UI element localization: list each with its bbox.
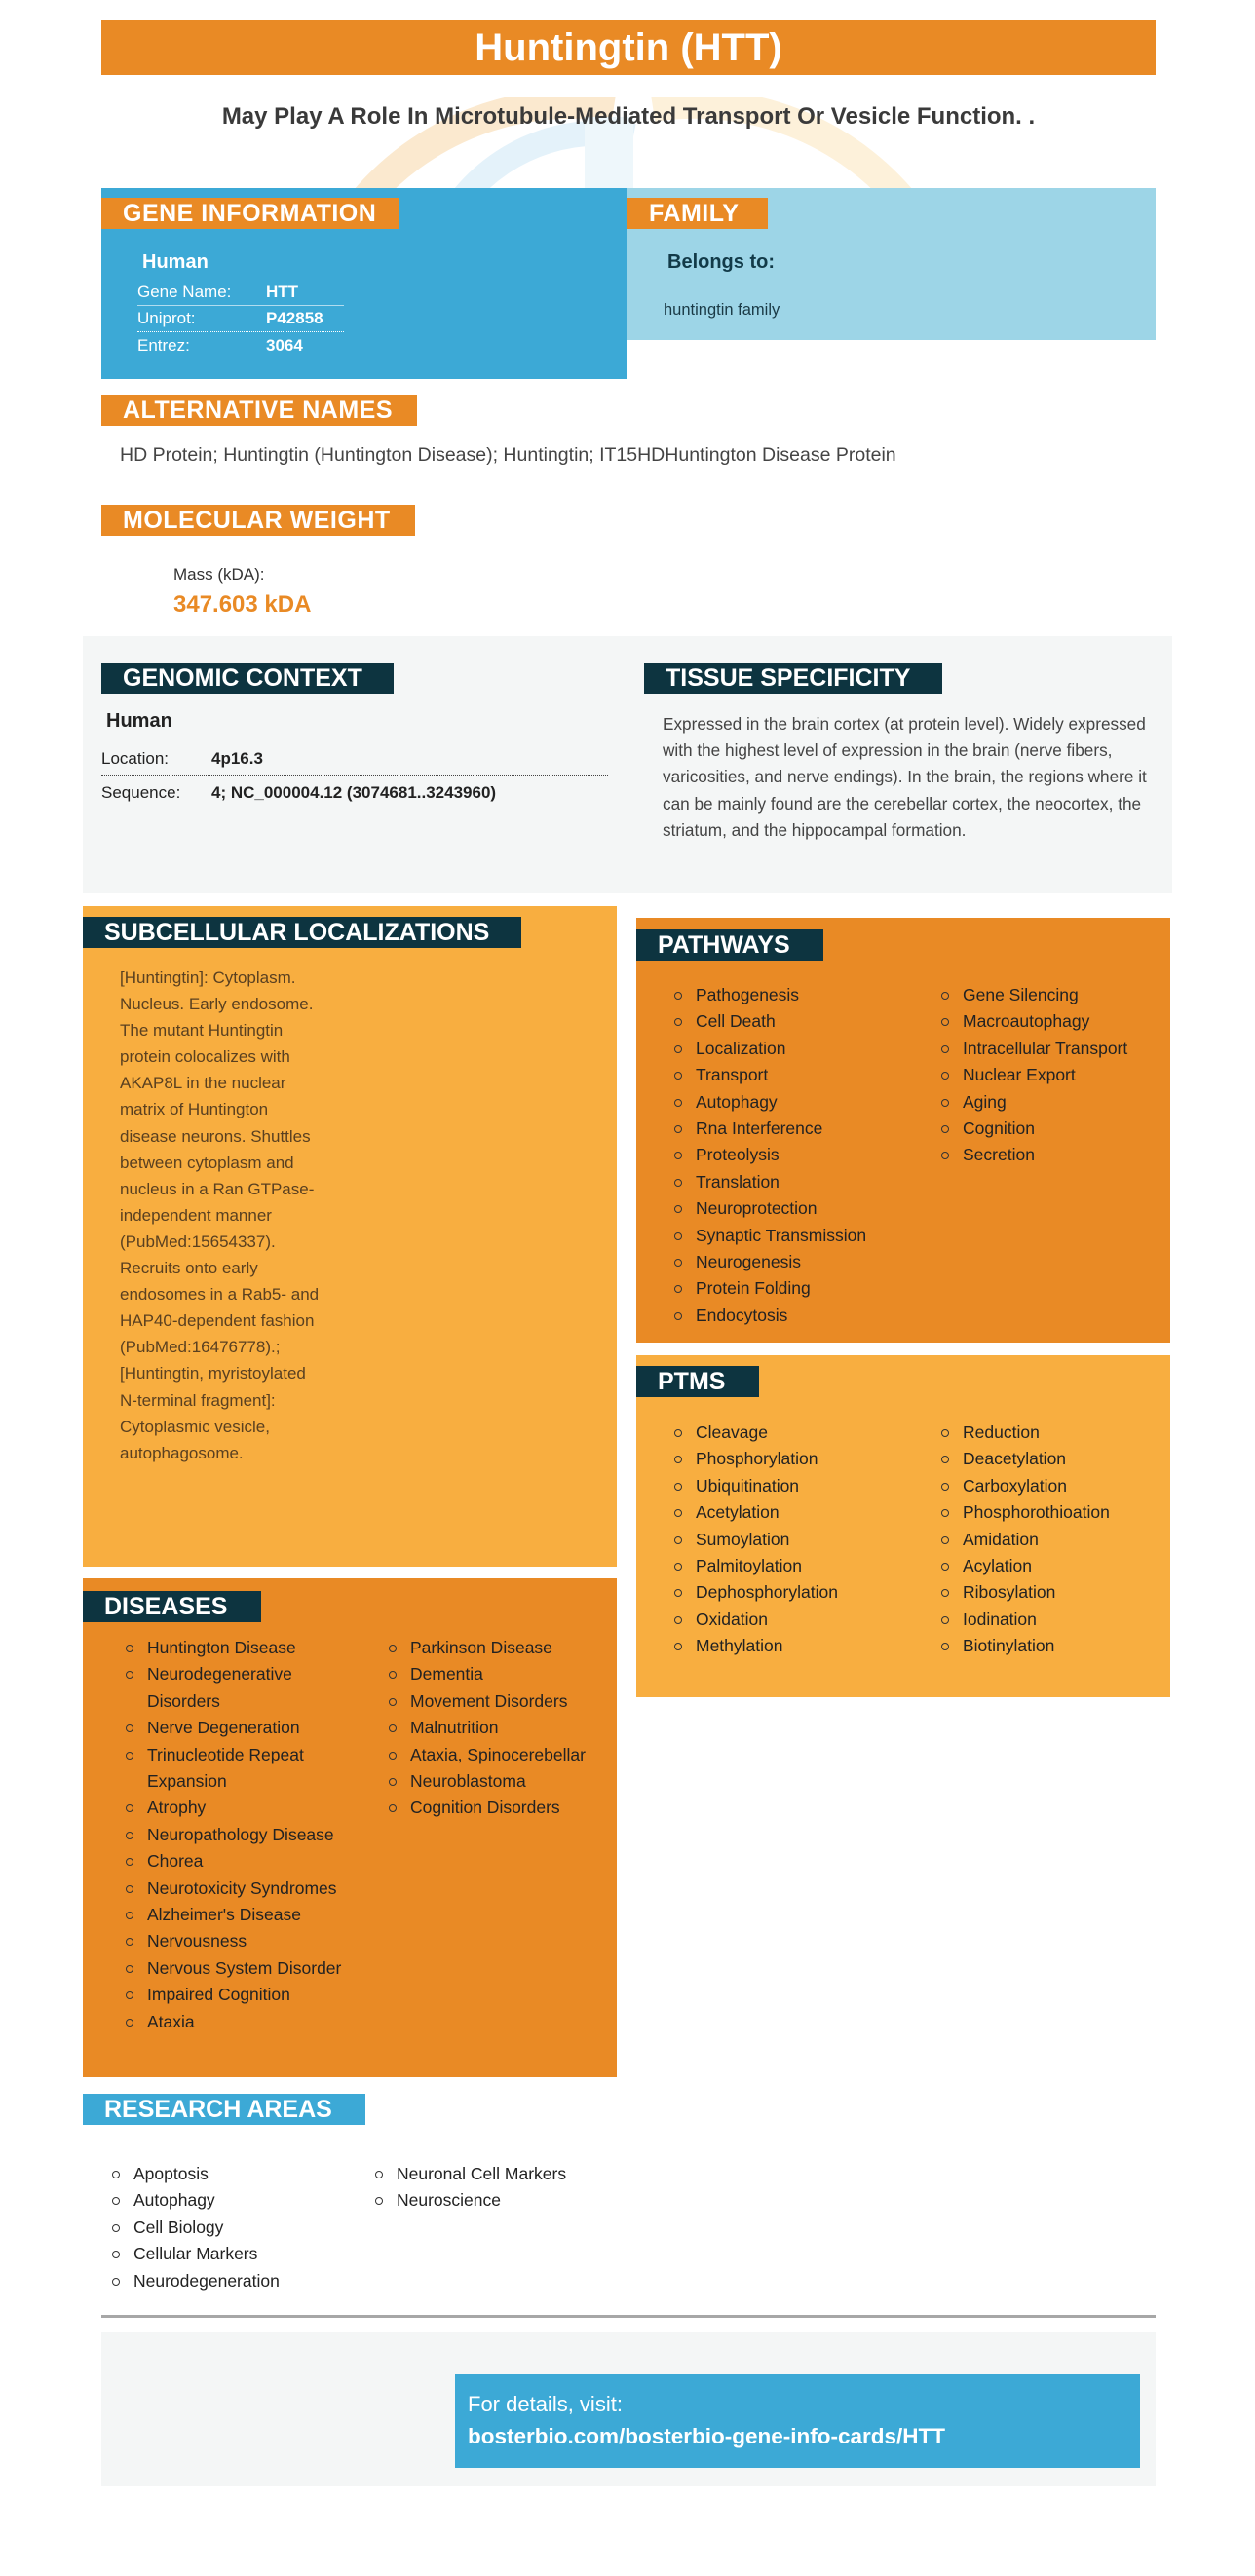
disease-item: Ataxia, Spinocerebellar <box>387 1742 611 1768</box>
pathway-item: Autophagy <box>672 1089 926 1116</box>
disease-item: Impaired Cognition <box>124 1982 358 2008</box>
disease-item: Alzheimer's Disease <box>124 1902 358 1928</box>
ptm-item: Sumoylation <box>672 1527 916 1553</box>
pathway-item: Endocytosis <box>672 1303 926 1329</box>
page-subtitle: May Play A Role In Microtubule-Mediated Transport Or Vesicle Function. . <box>221 103 1036 130</box>
molecular-weight-header: MOLECULAR WEIGHT <box>101 505 415 536</box>
pathway-item: Neurogenesis <box>672 1249 926 1275</box>
pathway-item: Secretion <box>939 1142 1163 1168</box>
subcellular-header: SUBCELLULAR LOCALIZATIONS <box>83 917 521 948</box>
pathways-list-col1 <box>672 982 926 1329</box>
alternative-names-text: HD Protein; Huntingtin (Huntington Disease); Huntingtin; IT15HDHuntington Disease Protein <box>120 444 896 466</box>
disease-item: Neurotoxicity Syndromes <box>124 1875 358 1902</box>
ptm-item: Phosphorylation <box>672 1446 916 1472</box>
mass-label: Mass (kDA): <box>173 565 265 584</box>
ptm-item: Carboxylation <box>939 1473 1163 1499</box>
pathway-item: Rna Interference <box>672 1116 926 1142</box>
research-area-item: Cellular Markers <box>110 2241 363 2267</box>
pathway-item: Nuclear Export <box>939 1062 1163 1088</box>
pathway-item: Localization <box>672 1036 926 1062</box>
pathway-item: Cell Death <box>672 1008 926 1035</box>
disease-item: Neuroblastoma <box>387 1768 611 1795</box>
pathway-item: Intracellular Transport <box>939 1036 1163 1062</box>
sequence-row: Sequence: 4; NC_000004.12 (3074681..3243960) <box>101 783 497 802</box>
tissue-specificity-header: TISSUE SPECIFICITY <box>644 663 942 694</box>
disease-item: Dementia <box>387 1661 611 1687</box>
ptm-item: Dephosphorylation <box>672 1579 916 1606</box>
pathway-item: Gene Silencing <box>939 982 1163 1008</box>
pathway-item: Macroautophagy <box>939 1008 1163 1035</box>
research-area-item: Apoptosis <box>110 2161 363 2187</box>
footer-divider <box>101 2315 1156 2318</box>
ptms-list-col1 <box>672 1420 916 1660</box>
pathway-item: Pathogenesis <box>672 982 926 1008</box>
pathway-item: Transport <box>672 1062 926 1088</box>
tissue-specificity-text: Expressed in the brain cortex (at protein level). Widely expressed with the highest level of expression in the brain (nerve fibers, varicosities, and nerve endings). In the brain, the regions where it can be mainly found are the cerebellar cortex, the neocortex, the striatum, and the hippocampal formation. <box>663 714 1147 840</box>
research-area-item: Neuroscience <box>373 2187 627 2214</box>
disease-item: Chorea <box>124 1848 358 1875</box>
disease-item: Parkinson Disease <box>387 1635 611 1661</box>
family-value: huntingtin family <box>664 301 780 319</box>
disease-item: Malnutrition <box>387 1715 611 1741</box>
pathway-item: Synaptic Transmission <box>672 1223 926 1249</box>
subcellular-text: [Huntingtin]: Cytoplasm. Nucleus. Early endosome. The mutant Huntingtin protein colocalizes with AKAP8L in the nuclear matrix of Huntington disease neurons. Shuttles between cytoplasm and nucleus in a Ran GTPase-independent manner (PubMed:15654337). Recruits onto early endosomes in a Rab5- and HAP40-dependent fashion (PubMed:16476778).; [Huntingtin, myristoylated N-terminal fragment]: Cytoplasmic vesicle, autophagosome. <box>120 968 320 1462</box>
disease-item: Ataxia <box>124 2009 358 2035</box>
pathways-list-col2 <box>939 982 1163 1169</box>
research-area-item: Neurodegeneration <box>110 2268 363 2294</box>
pathways-header: PATHWAYS <box>636 929 823 961</box>
ptm-item: Biotinylation <box>939 1633 1163 1659</box>
gene-species: Human <box>142 251 209 273</box>
ptm-item: Amidation <box>939 1527 1163 1553</box>
alternative-names-header: ALTERNATIVE NAMES <box>101 395 417 426</box>
disease-item: Nervous System Disorder <box>124 1955 358 1982</box>
ptm-item: Reduction <box>939 1420 1163 1446</box>
gene-name-row: Gene Name: HTT <box>137 283 344 306</box>
ptm-item: Phosphorothioation <box>939 1499 1163 1526</box>
disease-item: Movement Disorders <box>387 1688 611 1715</box>
ptms-header: PTMS <box>636 1366 759 1397</box>
diseases-list-col1 <box>124 1635 358 2035</box>
pathway-item: Neuroprotection <box>672 1195 926 1222</box>
disease-item: Neurodegenerative Disorders <box>124 1661 358 1715</box>
research-area-item: Autophagy <box>110 2187 363 2214</box>
pathway-item: Proteolysis <box>672 1142 926 1168</box>
genomic-context-header: GENOMIC CONTEXT <box>101 663 394 694</box>
disease-item: Atrophy <box>124 1795 358 1821</box>
research-areas-header: RESEARCH AREAS <box>83 2094 365 2125</box>
entrez-row: Entrez: 3064 <box>137 336 303 355</box>
gene-information-header: GENE INFORMATION <box>101 198 399 229</box>
footer-details-box[interactable] <box>455 2374 1140 2468</box>
pathway-item: Cognition <box>939 1116 1163 1142</box>
ptm-item: Cleavage <box>672 1420 916 1446</box>
uniprot-row: Uniprot: P42858 <box>137 309 344 332</box>
disease-item: Trinucleotide Repeat Expansion <box>124 1742 358 1796</box>
ptm-item: Deacetylation <box>939 1446 1163 1472</box>
ptm-item: Acetylation <box>672 1499 916 1526</box>
ptm-item: Palmitoylation <box>672 1553 916 1579</box>
diseases-list-col2 <box>387 1635 611 1822</box>
ptm-item: Ubiquitination <box>672 1473 916 1499</box>
mass-value: 347.603 kDA <box>173 591 312 618</box>
research-area-item: Neuronal Cell Markers <box>373 2161 627 2187</box>
pathway-item: Aging <box>939 1089 1163 1116</box>
family-belongs-label: Belongs to: <box>667 251 775 273</box>
disease-item: Nervousness <box>124 1928 358 1954</box>
pathway-item: Protein Folding <box>672 1275 926 1302</box>
disease-item: Cognition Disorders <box>387 1795 611 1821</box>
diseases-header: DISEASES <box>83 1591 261 1622</box>
footer-details-label: For details, visit: <box>468 2392 623 2416</box>
ptm-item: Iodination <box>939 1607 1163 1633</box>
genomic-species: Human <box>106 710 172 732</box>
location-row: Location: 4p16.3 <box>101 749 608 776</box>
disease-item: Nerve Degeneration <box>124 1715 358 1741</box>
pathway-item: Translation <box>672 1169 926 1195</box>
research-area-item: Cell Biology <box>110 2215 363 2241</box>
footer-details-link[interactable]: bosterbio.com/bosterbio-gene-info-cards/HTT <box>468 2424 946 2448</box>
page-title: Huntingtin (HTT) <box>101 20 1156 75</box>
research-areas-list-col1 <box>110 2161 363 2294</box>
ptm-item: Oxidation <box>672 1607 916 1633</box>
ptms-list-col2 <box>939 1420 1163 1660</box>
disease-item: Neuropathology Disease <box>124 1822 358 1848</box>
ptm-item: Ribosylation <box>939 1579 1163 1606</box>
research-areas-list-col2 <box>373 2161 627 2215</box>
disease-item: Huntington Disease <box>124 1635 358 1661</box>
ptm-item: Methylation <box>672 1633 916 1659</box>
family-header: FAMILY <box>628 198 768 229</box>
ptm-item: Acylation <box>939 1553 1163 1579</box>
